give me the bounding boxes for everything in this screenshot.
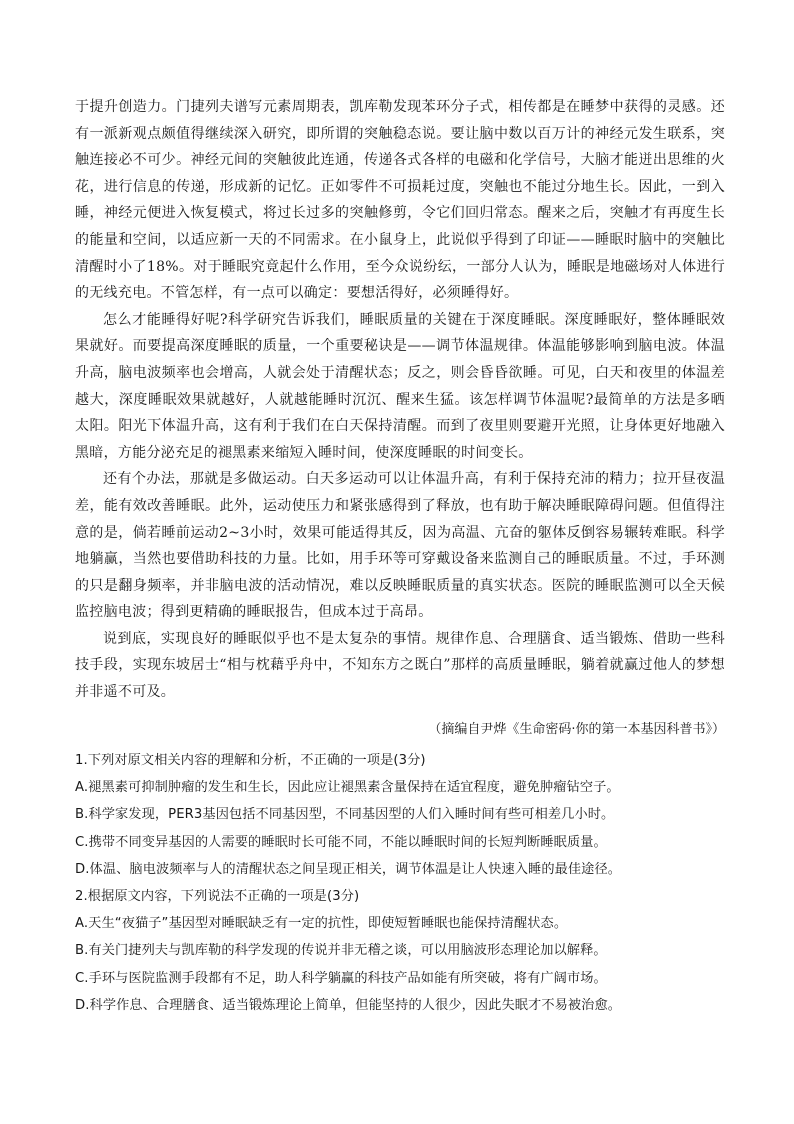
question-list — [75, 747, 735, 1019]
answer-option-b: B.科学家发现，PER3基因包括不同基因型，不同基因型的人们入睡时间有些可相差几小时。 — [75, 807, 615, 823]
answer-option-d: D.科学作息、合理膳食、适当锻炼理论上简单，但能坚持的人很少，因此失眠才不易被治愈。 — [75, 997, 622, 1013]
answer-option-a: A.褪黑素可抑制肿瘤的发生和生长，因此应让褪黑素含量保持在适宜程度，避免肿瘤钻空子。 — [75, 780, 620, 796]
question-stem: 1.下列对原文相关内容的理解和分析，不正确的一项是(3分) — [75, 753, 426, 768]
passage-paragraph-1: 于提升创造力。门捷列夫谱写元素周期表，凯库勒发现苯环分子式，相传都是在睡梦中获得的灵感。还有一派新观点颇值得继续深入研究，即所谓的突触稳态说。要让脑中数以百万计的神经元发生联系，突触连接必不可少。神经元间的突触彼此连通，传递各式各样的电磁和化学信号，大脑才能迸出思维的火花，进行信息的传递，形成新的记忆。正如零件不可损耗过度，突触也不能过分地生长。因此，一到入睡，神经元便进入恢复模式，将过长过多的突触修剪，令它们回归常态。醒来之后，突触才有再度生长的能量和空间，以适应新一天的不同需求。在小鼠身上，此说似乎得到了印证——睡眠时脑中的突触比清醒时小了18%。对于睡眠究竟起什么作用，至今众说纷纭，一部分人认为，睡眠是地磁场对人体进行的无线充电。不管怎样，有一点可以确定：要想活得好，必须睡得好。 — [75, 99, 725, 302]
question-stem: 2.根据原文内容，下列说法不正确的一项是(3分) — [75, 889, 360, 905]
passage-paragraph-4: 说到底，实现良好的睡眠似乎也不是太复杂的事情。规律作息、合理膳食、适当锻炼、借助一些科技手段，实现东坡居士“相与枕藉乎舟中，不知东方之既白”那样的高质量睡眠，躺着就赢过他人的梦想并非遥不可及。 — [75, 630, 725, 701]
answer-option-b: B.有关门捷列夫与凯库勒的科学发现的传说并非无稽之谈，可以用脑波形态理论加以解释。 — [75, 943, 607, 959]
passage-paragraph-2: 怎么才能睡得好呢?科学研究告诉我们，睡眠质量的关键在于深度睡眠。深度睡眠好，整体睡眠效果就好。而要提高深度睡眠的质量，一个重要秘诀是——调节体温规律。体温能够影响到脑电波。体温升高，脑电波频率也会增高，人就会处于清醒状态；反之，则会昏昏欲睡。可见，白天和夜里的体温差越大，深度睡眠效果就越好，人就越能睡时沉沉、醒来生猛。该怎样调节体温呢?最简单的方法是多晒太阳。阳光下体温升高，这有利于我们在白天保持清醒。而到了夜里则要避开光照，让身体更好地融入黑暗，方能分泌充足的褪黑素来缩短入睡时间，使深度睡眠的时间变长。 — [75, 311, 725, 461]
reading-passage — [75, 94, 725, 706]
answer-option-d: D.体温、脑电波频率与人的清醒状态之间呈现正相关，调节体温是让人快速入睡的最佳途径。 — [75, 861, 622, 877]
question-1 — [75, 747, 735, 883]
passage-source-citation: （摘编自尹烨《生命密码·你的第一本基因科普书》） — [428, 722, 725, 737]
answer-option-c: C.携带不同变异基因的人需要的睡眠时长可能不同，不能以睡眠时间的长短判断睡眠质量。 — [75, 834, 607, 850]
passage-paragraph-3: 还有个办法，那就是多做运动。白天多运动可以让体温升高，有利于保持充沛的精力；拉开昼夜温差，能有效改善睡眠。此外，运动使压力和紧张感得到了释放，也有助于解决睡眠障碍问题。但值得注意的是，倘若睡前运动2~3小时，效果可能适得其反，因为高温、亢奋的躯体反倒容易辗转难眠。科学地躺赢，当然也要借助科技的力量。比如，用手环等可穿戴设备来监测自己的睡眠质量。不过，手环测的只是翻身频率，并非脑电波的活动情况，难以反映睡眠质量的真实状态。医院的睡眠监测可以全天候监控脑电波；得到更精确的睡眠报告，但成本过于高昂。 — [75, 471, 725, 621]
question-2 — [75, 883, 735, 1019]
answer-option-c: C.手环与医院监测手段都有不足，助人科学躺赢的科技产品如能有所突破，将有广阔市场。 — [75, 970, 607, 986]
answer-option-a: A.天生“夜猫子”基因型对睡眠缺乏有一定的抗性，即使短暂睡眠也能保持清醒状态。 — [75, 916, 568, 932]
